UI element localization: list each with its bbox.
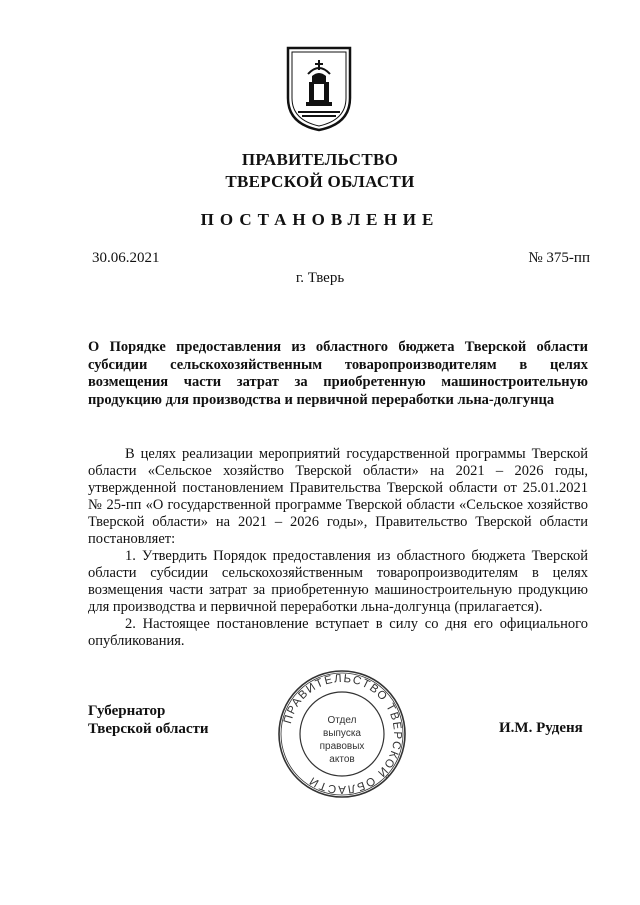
signatory-position-line1: Губернатор xyxy=(88,703,166,719)
government-name-line1: ПРАВИТЕЛЬСТВО xyxy=(241,150,399,169)
signatory-position xyxy=(88,702,209,738)
document-date: 30.06.2021 xyxy=(92,250,160,266)
document-city: г. Тверь xyxy=(295,270,345,286)
body-item-1: 1. Утвердить Порядок предоставления из областного бюджета Тверской области субсидии сельскохозяйственным товаропроизводителям в целях возмещения части затрат за приобретенную машиностроительную продукцию для производства и первичной переработки льна-долгунца (прилагается). xyxy=(88,548,588,615)
official-seal-stamp xyxy=(276,668,408,800)
document-number: № 375-пп xyxy=(528,250,590,266)
body-item-2: 2. Настоящее постановление вступает в силу со дня его официального опубликования. xyxy=(88,616,588,649)
signatory-position-line2: Тверской области xyxy=(88,721,209,737)
seal-line4: актов xyxy=(329,754,355,765)
body-preamble: В целях реализации мероприятий государственной программы Тверской области «Сельское хозяйство Тверской области» на 2021 – 2026 годы, утвержденной постановлением Правительства Тверской области от 25.01.2021 № 25-пп «О государственной программе Тверской области «Сельское хозяйство Тверской области» на 2021 – 2026 годы», Правительство Тверской области постановляет: xyxy=(88,446,588,547)
seal-ring-text: ПРАВИТЕЛЬСТВО ТВЕРСКОЙ ОБЛАСТИ xyxy=(282,672,404,796)
seal-line1: Отдел xyxy=(327,715,357,726)
signatory-name: И.М. Руденя xyxy=(499,720,583,736)
government-name-line2: ТВЕРСКОЙ ОБЛАСТИ xyxy=(225,172,415,191)
coat-of-arms-emblem xyxy=(284,40,354,132)
document-type-heading: ПОСТАНОВЛЕНИЕ xyxy=(200,210,440,229)
seal-line2: выпуска xyxy=(323,728,361,739)
seal-line3: правовых xyxy=(319,741,365,752)
document-title: О Порядке предоставления из областного бюджета Тверской области субсидии сельскохозяйственным товаропроизводителям в целях возмещения части затрат за приобретенную машиностроительную продукцию для производства и первичной переработки льна-долгунца xyxy=(88,339,588,408)
document-body xyxy=(88,446,588,650)
